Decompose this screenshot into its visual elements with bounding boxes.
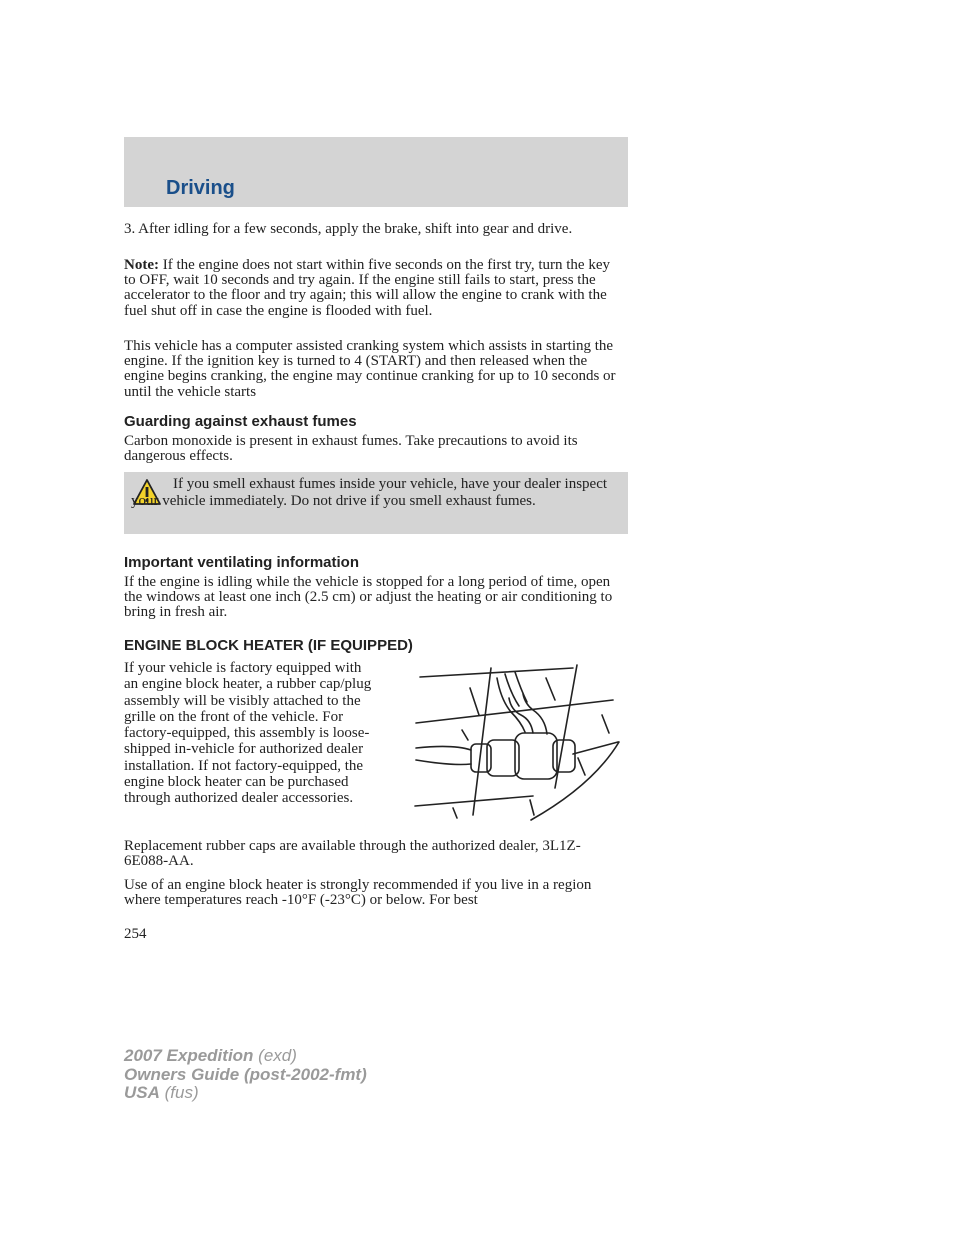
step-3-paragraph: 3. After idling for a few seconds, apply the brake, shift into gear and drive. xyxy=(124,221,573,237)
warning-text: If you smell exhaust fumes inside your vehicle, have your dealer inspect your vehicle immediately. Do not drive if you smell exhaust fumes. xyxy=(131,476,608,509)
ventilating-paragraph: If the engine is idling while the vehicle is stopped for a long period of time, open the windows at least one inch (2.5 cm) or adjust the heating or air conditioning to bring in fresh air. xyxy=(124,574,613,621)
cranking-paragraph: This vehicle has a computer assisted cranking system which assists in starting the engine. If the ignition key is turned to 4 (START) and then released when the engine begins cranking, the engine may continue cranking for up to 10 seconds or until the vehicle starts xyxy=(124,338,616,400)
note-text: If the engine does not start within five seconds on the first try, turn the key to OFF, wait 10 seconds and try again. If the engine still fails to start, press the accelerator to the floor and try again; this will allow the engine to crank with the fuel shut off in case the engine is flooded with fuel. xyxy=(124,257,610,319)
recommend-paragraph: Use of an engine block heater is strongly recommended if you live in a region where temperatures reach -10°F (-23°C) or below. For best xyxy=(124,877,592,909)
note-label: Note: xyxy=(124,257,159,273)
footer-line-1: 2007 Expedition (exd) xyxy=(124,1046,297,1065)
section-title: Driving xyxy=(166,177,235,199)
footer-line-3: USA (fus) xyxy=(124,1083,199,1102)
document-footer xyxy=(124,1047,367,1103)
heading-block-heater: ENGINE BLOCK HEATER (IF EQUIPPED) xyxy=(124,637,413,654)
heading-exhaust-fumes: Guarding against exhaust fumes xyxy=(124,413,357,430)
block-heater-plug-illustration xyxy=(413,660,623,825)
replacement-paragraph: Replacement rubber caps are available through the authorized dealer, 3L1Z-6E088-AA. xyxy=(124,838,581,870)
heading-ventilating: Important ventilating information xyxy=(124,554,359,571)
block-heater-paragraph: If your vehicle is factory equipped with an engine block heater, a rubber cap/plug assembly will be visibly attached to the grille on the front of the vehicle. For factory-equipped, this assembly is loose-shipped in-vehicle for authorized dealer installation. If not factory-equipped, the engine block heater can be purchased through authorized dealer accessories. xyxy=(124,660,372,807)
page-number: 254 xyxy=(124,926,147,942)
footer-line-2: Owners Guide (post-2002-fmt) xyxy=(124,1064,367,1084)
exhaust-paragraph: Carbon monoxide is present in exhaust fumes. Take precautions to avoid its dangerous effects. xyxy=(124,433,578,465)
note-paragraph xyxy=(124,258,624,319)
